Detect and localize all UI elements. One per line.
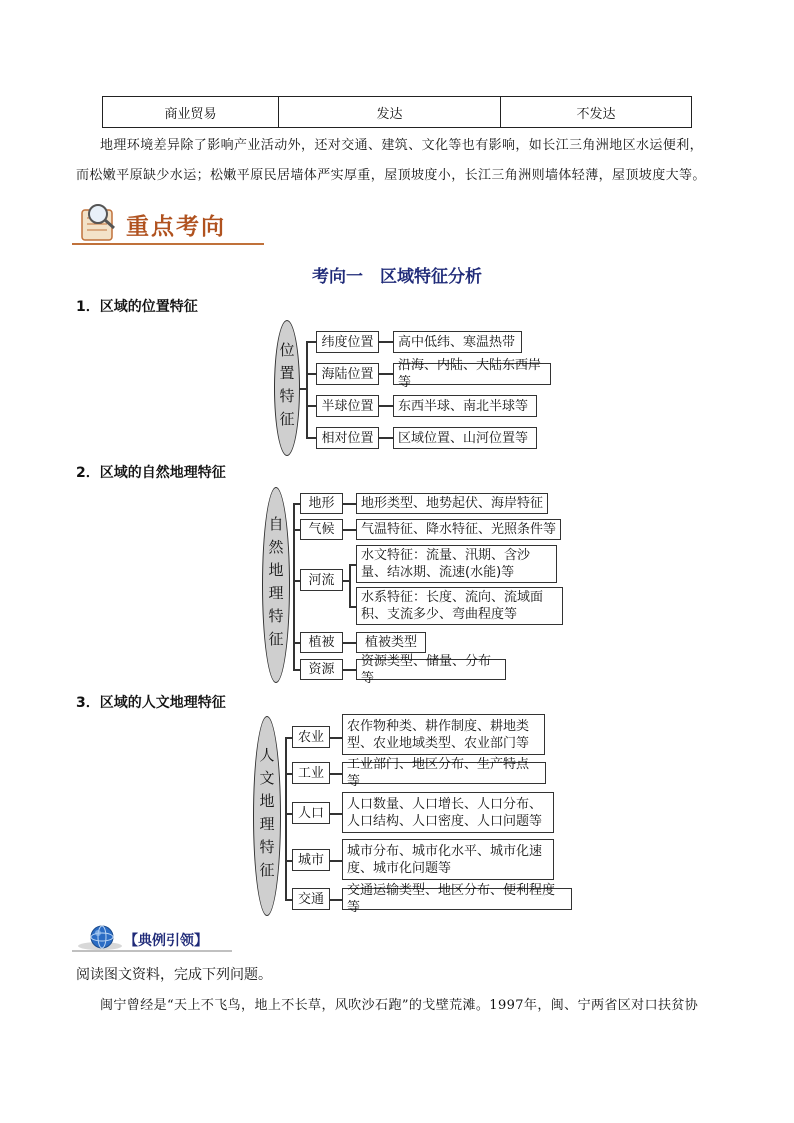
paragraph-line: 地理环境差异除了影响产业活动外，还对交通、建筑、文化等也有影响，如长江三角洲地区水运便利，	[100, 138, 704, 153]
connector	[299, 388, 307, 390]
connector	[378, 341, 394, 343]
diagram-label-box: 纬度位置	[316, 331, 379, 353]
diagram-desc-box: 资源类型、储量、分布等	[356, 659, 506, 680]
topic-title: 考向一 区域特征分析	[312, 267, 482, 287]
diagram-desc-box: 工业部门、地区分布、生产特点等	[342, 762, 546, 784]
example-label: 【典例引领】	[124, 933, 208, 949]
paragraph-line: 而松嫩平原缺少水运；松嫩平原民居墙体严实厚重，屋顶坡度小，长江三角洲则墙体轻薄，屋顶坡度大等。	[76, 168, 706, 183]
diagram-desc-box: 东西半球、南北半球等	[393, 395, 537, 417]
sub-heading: 2．区域的自然地理特征	[76, 465, 226, 481]
diagram-label-box: 气候	[300, 519, 343, 540]
diagram-desc-box: 沿海、内陆、大陆东西岸等	[393, 363, 551, 385]
diagram-label-box: 植被	[300, 632, 343, 653]
connector	[329, 813, 343, 815]
table-cell: 不发达	[501, 97, 692, 128]
diagram-label-box: 工业	[292, 762, 330, 784]
connector	[285, 737, 287, 899]
section-title: 重点考向	[126, 214, 226, 240]
oval-label: 人文地理特征	[257, 747, 276, 885]
oval-label: 位置特征	[277, 342, 296, 434]
diagram-label-box: 资源	[300, 659, 343, 680]
diagram-label-box: 人口	[292, 802, 330, 824]
sub-heading: 1．区域的位置特征	[76, 299, 198, 315]
connector	[329, 737, 343, 739]
table-row	[103, 97, 692, 128]
divider	[72, 950, 232, 952]
connector	[329, 860, 343, 862]
connector	[378, 405, 394, 407]
connector	[342, 669, 357, 671]
diagram-oval	[274, 320, 300, 456]
connector	[342, 503, 357, 505]
diagram-desc-box: 水文特征：流量、汛期、含沙量、结冰期、流速(水能)等	[356, 545, 557, 583]
connector	[349, 564, 351, 607]
connector	[342, 642, 357, 644]
table-cell: 发达	[279, 97, 501, 128]
table-cell: 商业贸易	[103, 97, 279, 128]
instruction-text: 阅读图文资料，完成下列问题。	[76, 967, 272, 983]
trade-table	[102, 96, 692, 128]
connector	[378, 373, 394, 375]
diagram-label-box: 相对位置	[316, 427, 379, 449]
diagram-oval	[253, 716, 281, 916]
diagram-desc-box: 地形类型、地势起伏、海岸特征	[356, 493, 548, 514]
diagram-oval	[262, 487, 290, 683]
diagram-label-box: 半球位置	[316, 395, 379, 417]
diagram-desc-box: 植被类型	[356, 632, 426, 653]
connector	[342, 529, 357, 531]
diagram-desc-box: 水系特征：长度、流向、流域面积、支流多少、弯曲程度等	[356, 587, 563, 625]
diagram-desc-box: 人口数量、人口增长、人口分布、人口结构、人口密度、人口问题等	[342, 792, 554, 833]
diagram-desc-box: 农作物种类、耕作制度、耕地类型、农业地域类型、农业部门等	[342, 714, 545, 755]
connector	[293, 503, 295, 669]
notepad-magnifier-icon	[76, 200, 124, 244]
connector	[329, 899, 343, 901]
paragraph-line: 闽宁曾经是“天上不飞鸟，地上不长草，风吹沙石跑”的戈壁荒滩。1997年，闽、宁两省区对口扶贫协	[100, 998, 699, 1013]
diagram-desc-box: 城市分布、城市化水平、城市化速度、城市化问题等	[342, 839, 554, 880]
diagram-label-box: 农业	[292, 726, 330, 748]
diagram-label-box: 地形	[300, 493, 343, 514]
connector	[329, 773, 343, 775]
diagram-label-box: 城市	[292, 849, 330, 871]
oval-label: 自然地理特征	[266, 516, 285, 654]
connector	[378, 437, 394, 439]
diagram-label-box: 交通	[292, 888, 330, 910]
diagram-label-box: 河流	[300, 569, 343, 591]
diagram-desc-box: 气温特征、降水特征、光照条件等	[356, 519, 561, 540]
sub-heading: 3．区域的人文地理特征	[76, 695, 226, 711]
diagram-desc-box: 交通运输类型、地区分布、便利程度等	[342, 888, 572, 910]
globe-icon	[76, 924, 124, 952]
diagram-desc-box: 高中低纬、寒温热带	[393, 331, 522, 353]
diagram-desc-box: 区域位置、山河位置等	[393, 427, 537, 449]
diagram-label-box: 海陆位置	[316, 363, 379, 385]
divider	[72, 243, 264, 245]
